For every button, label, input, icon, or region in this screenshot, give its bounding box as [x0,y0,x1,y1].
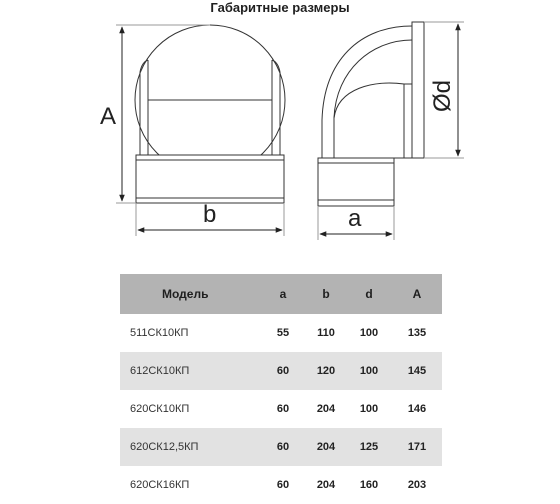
table-row [120,314,442,352]
cell-A: 145 [407,365,427,377]
cell-d: 100 [359,327,379,339]
header-model: Модель [162,287,209,301]
cell-A: 135 [407,327,427,339]
dimension-d-label: Ød [429,79,456,112]
cell-b: 204 [316,441,336,453]
front-view [135,25,285,203]
cell-a: 60 [276,441,290,453]
cell-A: 171 [407,441,427,453]
table-row [120,390,442,428]
cell-d: 100 [359,365,379,377]
cell-A: 203 [407,479,427,491]
cell-b: 204 [316,479,336,491]
cell-d: 160 [359,479,379,491]
cell-a: 60 [276,403,290,415]
page-title: Габаритные размеры [210,0,350,15]
cell-model: 620СК16КП [130,479,190,491]
header-d: d [365,287,373,301]
table-row [120,466,442,504]
table-row [120,428,442,466]
cell-model: 620СК10КП [130,403,190,415]
header-b: b [322,287,330,301]
dimensions-table [120,274,442,504]
header-A: A [412,287,422,301]
dimension-b-label: b [203,201,217,228]
cell-model: 620СК12,5КП [130,441,199,453]
cell-a: 55 [276,327,290,339]
side-view [318,22,424,206]
cell-model: 511СК10КП [130,327,189,339]
dimension-a-label: a [348,205,362,232]
cell-b: 120 [316,365,336,377]
table-row [120,352,442,390]
cell-b: 204 [316,403,336,415]
cell-a: 60 [276,365,290,377]
cell-a: 60 [276,479,290,491]
cell-d: 125 [359,441,379,453]
cell-model: 612СК10КП [130,365,190,377]
cell-A: 146 [407,403,427,415]
cell-d: 100 [359,403,379,415]
dimension-A-label: A [100,103,117,130]
cell-b: 110 [317,327,335,339]
table-header [120,274,442,314]
header-a: a [279,287,287,301]
